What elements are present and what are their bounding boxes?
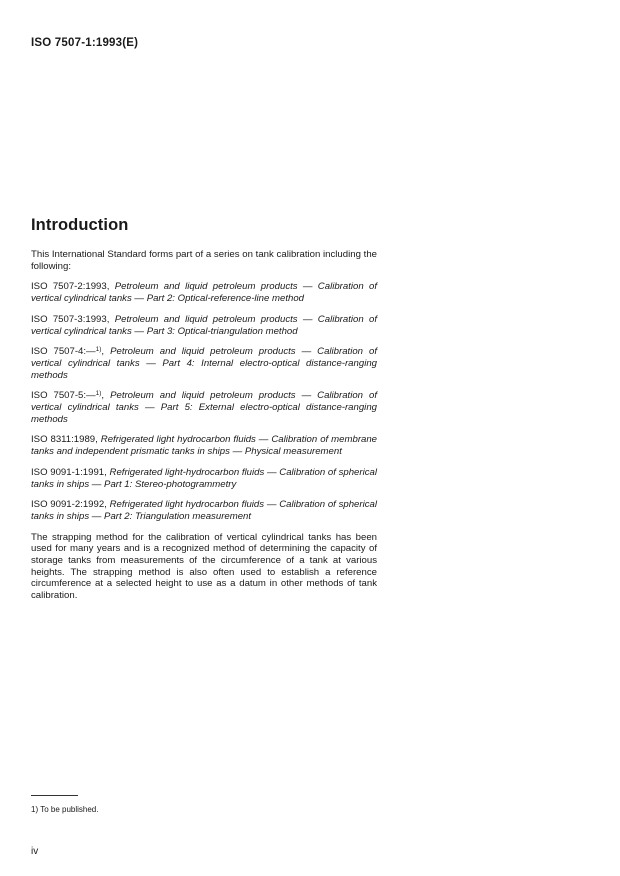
reference-standard: ISO 7507-3:1993,: [31, 313, 110, 325]
intro-paragraph: This International Standard forms part of a series on tank calibration including the following:: [31, 249, 377, 272]
reference-title: Petroleum and liquid petroleum products — Calibration of vertical cylindrical tanks — Part 4: Internal electro-optical distance-ranging methods: [31, 346, 377, 381]
footnote-text: To be published.: [40, 805, 99, 814]
reference-standard: ISO 9091-2:1992,: [31, 499, 107, 511]
reference-standard: ISO 8311:1989,: [31, 434, 98, 446]
footnote-divider: [31, 795, 78, 796]
reference-item: [31, 499, 377, 522]
document-header: ISO 7507-1:1993(E): [31, 37, 139, 49]
footnote-marker: 1): [31, 805, 39, 814]
footnote-marker: 1): [95, 390, 102, 398]
body-text: [31, 249, 377, 611]
reference-title: Refrigerated light hydrocarbon fluids — Calibration of spherical tanks in ships — Part 2: Triangulation measurement: [31, 499, 377, 522]
reference-title: Petroleum and liquid petroleum products — Calibration of vertical cylindrical tanks — Part 2: Optical-reference-line method: [31, 281, 377, 305]
reference-item: [31, 467, 377, 490]
reference-item: [31, 281, 377, 304]
page-number: iv: [31, 846, 39, 857]
footnote-marker: 1): [95, 346, 102, 354]
reference-item: [31, 434, 377, 457]
reference-item: ISO 7507-4:—$^{1)}$, Petroleum and liquid petroleum products — Calibration of vertical cylindrical tanks — Part 4: Internal electro-optical distance-ranging methods: [31, 346, 377, 381]
reference-title: Petroleum and liquid petroleum products — Calibration of vertical cylindrical tanks — Part 3: Optical-triangulation method: [31, 313, 377, 337]
reference-title: Petroleum and liquid petroleum products — Calibration of vertical cylindrical tanks — Part 5: External electro-optical distance-ranging methods: [31, 390, 377, 425]
reference-standard: ISO 9091-1:1991,: [31, 466, 107, 478]
reference-standard: ISO 7507-5:—: [31, 390, 96, 402]
reference-title: Refrigerated light-hydrocarbon fluids — Calibration of spherical tanks in ships — Part 1: Stereo-photogrammetry: [31, 466, 377, 490]
footnote: [31, 805, 98, 814]
reference-title: Refrigerated light hydrocarbon fluids — Calibration of membrane tanks and independent prismatic tanks in ships — Physical measurement: [31, 434, 378, 458]
closing-paragraph: The strapping method for the calibration of vertical cylindrical tanks has been used for many years and is a recognized method of determining the capacity of storage tanks from measurements of the circumference of a tank at various heights. The strapping method is also often used to establish a reference circumference at a selected height to use as a datum in other methods of tank calibration.: [31, 531, 377, 602]
reference-item: ISO 7507-5:—$^{1)}$, Petroleum and liquid petroleum products — Calibration of vertical cylindrical tanks — Part 5: External electro-optical distance-ranging methods: [31, 390, 377, 425]
reference-standard: ISO 7507-2:1993,: [31, 281, 110, 293]
section-title: Introduction: [31, 216, 129, 234]
reference-item: [31, 314, 377, 337]
reference-standard: ISO 7507-4:—: [31, 346, 96, 358]
